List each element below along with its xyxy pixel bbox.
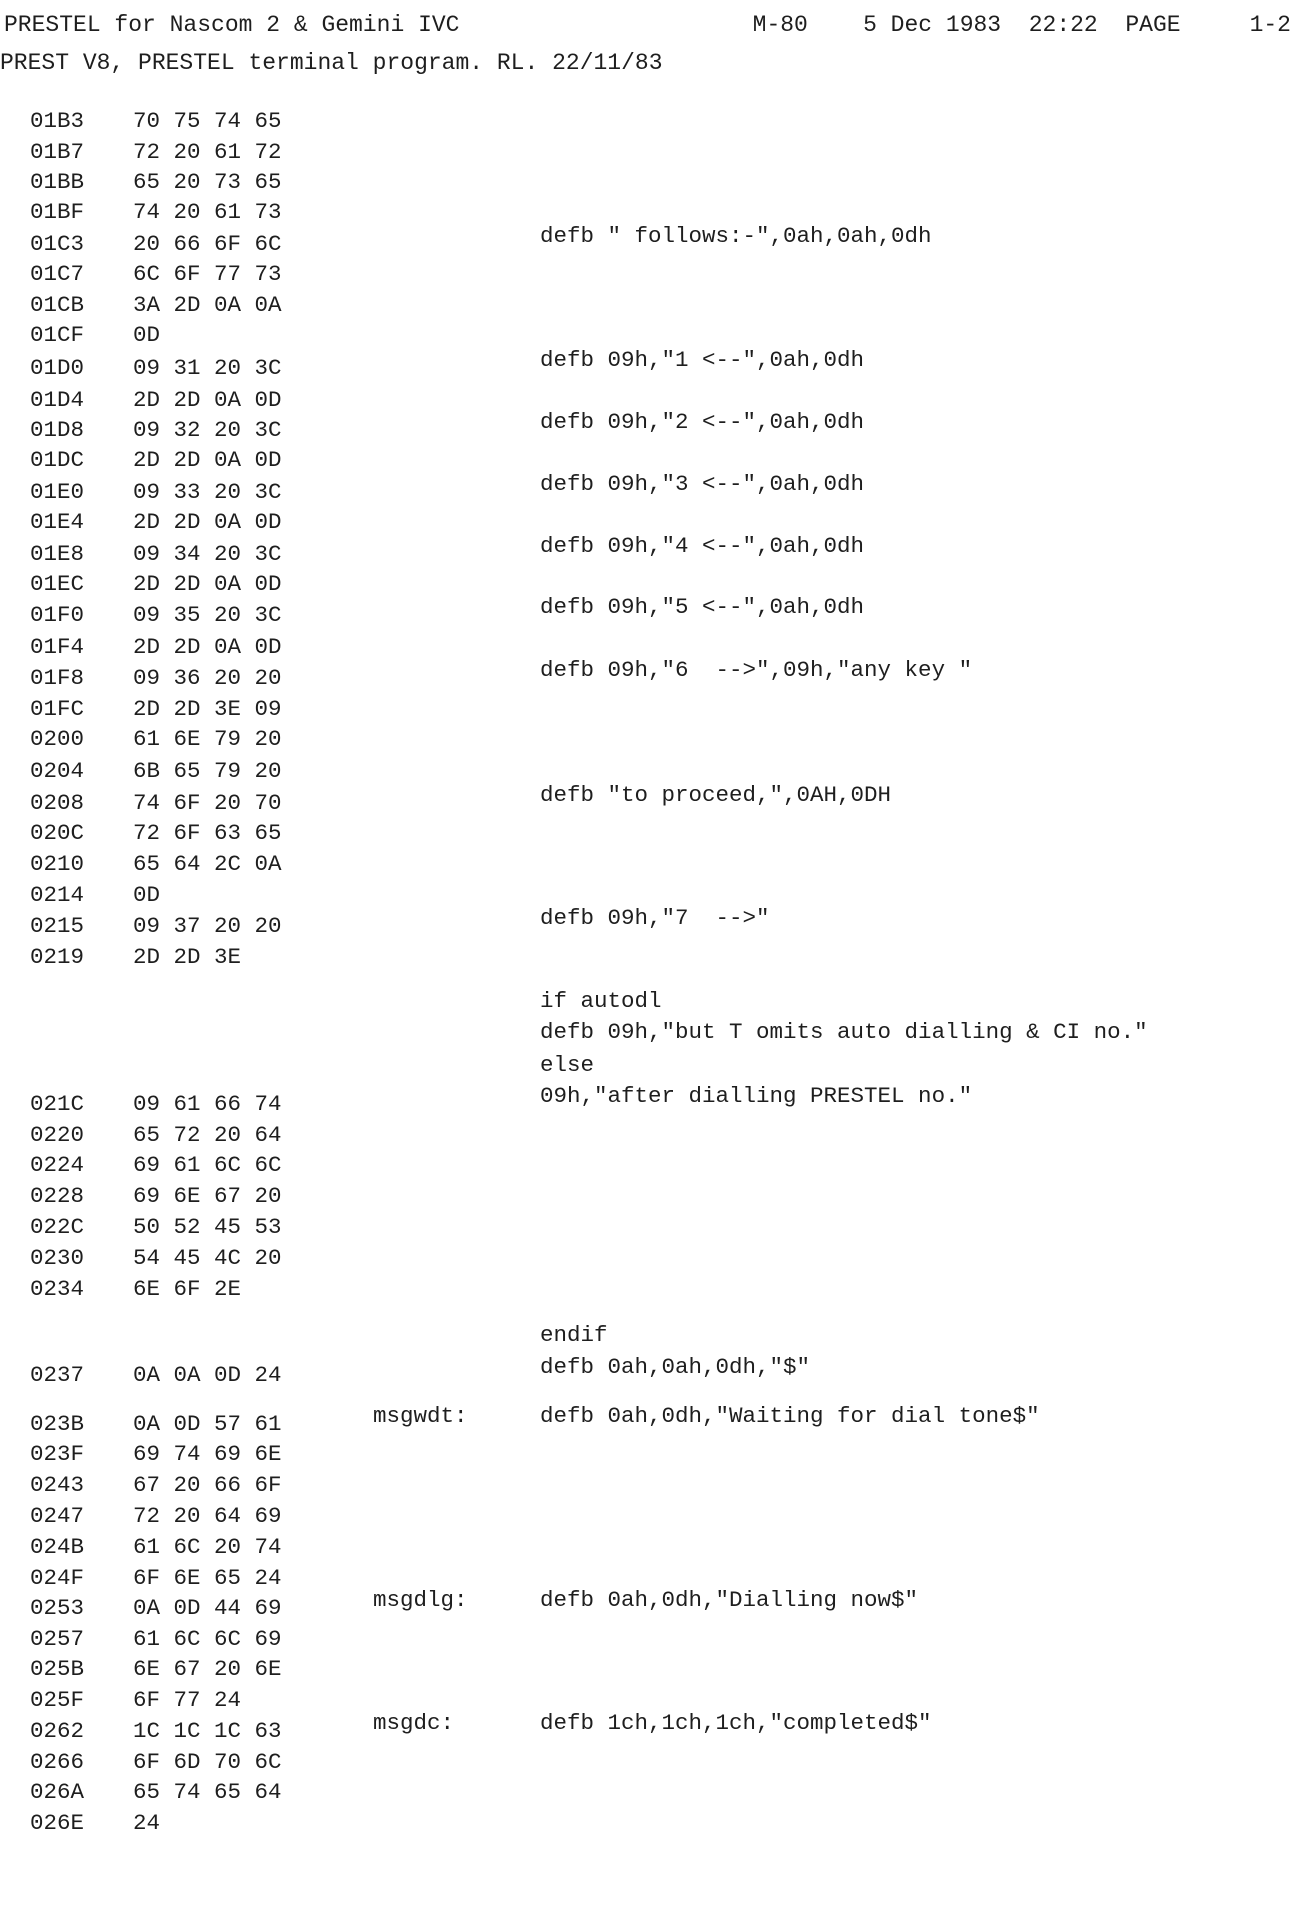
address-cell: 023F xyxy=(30,1441,85,1467)
hex-bytes-cell: 2D 2D 3E 09 xyxy=(133,696,282,722)
hex-bytes-cell: 2D 2D 0A 0D xyxy=(133,387,282,413)
source-statement: defb 0ah,0ah,0dh,"$" xyxy=(540,1354,811,1380)
source-statement: else xyxy=(540,1052,595,1078)
address-cell: 0215 xyxy=(30,913,85,939)
address-cell: 0228 xyxy=(30,1183,85,1209)
address-cell: 01F0 xyxy=(30,602,85,628)
source-statement: if autodl xyxy=(540,988,662,1014)
address-cell: 01B7 xyxy=(30,139,85,165)
address-cell: 025F xyxy=(30,1687,85,1713)
address-cell: 01C7 xyxy=(30,261,85,287)
address-cell: 0224 xyxy=(30,1152,85,1178)
hex-bytes-cell: 09 31 20 3C xyxy=(133,355,282,381)
hex-bytes-cell: 61 6E 79 20 xyxy=(133,726,282,752)
hex-bytes-cell: 2D 2D 0A 0D xyxy=(133,571,282,597)
label-cell: msgdc: xyxy=(373,1710,455,1736)
listing-date: 5 Dec 1983 xyxy=(863,12,1002,38)
hex-bytes-cell: 0D xyxy=(133,322,161,348)
hex-bytes-cell: 67 20 66 6F xyxy=(133,1472,282,1498)
hex-bytes-cell: 65 74 65 64 xyxy=(133,1779,282,1805)
address-cell: 0262 xyxy=(30,1718,85,1744)
address-cell: 01BF xyxy=(30,199,85,225)
hex-bytes-cell: 2D 2D 3E xyxy=(133,944,242,970)
source-statement: defb 0ah,0dh,"Waiting for dial tone$" xyxy=(540,1403,1040,1429)
address-cell: 01C3 xyxy=(30,231,85,257)
address-cell: 023B xyxy=(30,1411,85,1437)
hex-bytes-cell: 72 20 64 69 xyxy=(133,1503,282,1529)
source-statement: defb 09h,"3 <--",0ah,0dh xyxy=(540,471,865,497)
address-cell: 01D8 xyxy=(30,417,85,443)
address-cell: 0247 xyxy=(30,1503,85,1529)
address-cell: 0234 xyxy=(30,1276,85,1302)
address-cell: 0214 xyxy=(30,882,85,908)
page-info xyxy=(753,14,1291,37)
page-number: 1-2 xyxy=(1249,12,1291,38)
address-cell: 0253 xyxy=(30,1595,85,1621)
source-statement: defb 09h,"5 <--",0ah,0dh xyxy=(540,594,865,620)
address-cell: 01D4 xyxy=(30,387,85,413)
address-cell: 01CB xyxy=(30,292,85,318)
hex-bytes-cell: 74 20 61 73 xyxy=(133,199,282,225)
hex-bytes-cell: 69 74 69 6E xyxy=(133,1441,282,1467)
hex-bytes-cell: 6F 6D 70 6C xyxy=(133,1749,282,1775)
address-cell: 0210 xyxy=(30,851,85,877)
hex-bytes-cell: 6C 6F 77 73 xyxy=(133,261,282,287)
hex-bytes-cell: 09 34 20 3C xyxy=(133,541,282,567)
address-cell: 01E4 xyxy=(30,509,85,535)
assembler-name: M-80 xyxy=(752,12,808,38)
address-cell: 0220 xyxy=(30,1122,85,1148)
hex-bytes-cell: 65 20 73 65 xyxy=(133,169,282,195)
source-statement: defb "to proceed,",0AH,0DH xyxy=(540,782,892,808)
address-cell: 01B3 xyxy=(30,108,85,134)
page-title: PRESTEL for Nascom 2 & Gemini IVC xyxy=(4,12,460,38)
hex-bytes-cell: 0A 0D 57 61 xyxy=(133,1411,282,1437)
hex-bytes-cell: 24 xyxy=(133,1810,161,1836)
hex-bytes-cell: 09 35 20 3C xyxy=(133,602,282,628)
address-cell: 01F4 xyxy=(30,634,85,660)
address-cell: 024F xyxy=(30,1565,85,1591)
source-statement: defb " follows:-",0ah,0ah,0dh xyxy=(540,223,932,249)
address-cell: 0230 xyxy=(30,1245,85,1271)
source-statement: defb 09h,"1 <--",0ah,0dh xyxy=(540,347,865,373)
address-cell: 020C xyxy=(30,820,85,846)
address-cell: 026E xyxy=(30,1810,85,1836)
address-cell: 0257 xyxy=(30,1626,85,1652)
source-statement: defb 09h,"4 <--",0ah,0dh xyxy=(540,533,865,559)
hex-bytes-cell: 2D 2D 0A 0D xyxy=(133,447,282,473)
hex-bytes-cell: 0A 0D 44 69 xyxy=(133,1595,282,1621)
address-cell: 0204 xyxy=(30,758,85,784)
label-cell: msgdlg: xyxy=(373,1587,468,1613)
address-cell: 01E8 xyxy=(30,541,85,567)
hex-bytes-cell: 20 66 6F 6C xyxy=(133,231,282,257)
source-statement: defb 09h,"2 <--",0ah,0dh xyxy=(540,409,865,435)
hex-bytes-cell: 2D 2D 0A 0D xyxy=(133,509,282,535)
page-subtitle: PREST V8, PRESTEL terminal program. RL. 22/11/83 xyxy=(0,50,663,76)
address-cell: 01CF xyxy=(30,322,85,348)
hex-bytes-cell: 6B 65 79 20 xyxy=(133,758,282,784)
address-cell: 0266 xyxy=(30,1749,85,1775)
address-cell: 021C xyxy=(30,1091,85,1117)
hex-bytes-cell: 09 33 20 3C xyxy=(133,479,282,505)
source-statement: endif xyxy=(540,1322,608,1348)
address-cell: 01EC xyxy=(30,571,85,597)
page-label: PAGE xyxy=(1125,12,1181,38)
hex-bytes-cell: 69 61 6C 6C xyxy=(133,1152,282,1178)
hex-bytes-cell: 09 32 20 3C xyxy=(133,417,282,443)
address-cell: 022C xyxy=(30,1214,85,1240)
hex-bytes-cell: 0D xyxy=(133,882,161,908)
source-statement: defb 09h,"but T omits auto dialling & CI no." xyxy=(540,1019,1148,1045)
source-statement: 09h,"after dialling PRESTEL no." xyxy=(540,1083,973,1109)
hex-bytes-cell: 09 37 20 20 xyxy=(133,913,282,939)
hex-bytes-cell: 54 45 4C 20 xyxy=(133,1245,282,1271)
hex-bytes-cell: 61 6C 6C 69 xyxy=(133,1626,282,1652)
hex-bytes-cell: 70 75 74 65 xyxy=(133,108,282,134)
address-cell: 0219 xyxy=(30,944,85,970)
address-cell: 0208 xyxy=(30,790,85,816)
hex-bytes-cell: 74 6F 20 70 xyxy=(133,790,282,816)
source-statement: defb 09h,"7 -->" xyxy=(540,905,770,931)
hex-bytes-cell: 65 64 2C 0A xyxy=(133,851,282,877)
hex-bytes-cell: 6E 6F 2E xyxy=(133,1276,242,1302)
hex-bytes-cell: 6F 6E 65 24 xyxy=(133,1565,282,1591)
address-cell: 0200 xyxy=(30,726,85,752)
address-cell: 026A xyxy=(30,1779,85,1805)
hex-bytes-cell: 72 6F 63 65 xyxy=(133,820,282,846)
address-cell: 024B xyxy=(30,1534,85,1560)
address-cell: 01BB xyxy=(30,169,85,195)
hex-bytes-cell: 2D 2D 0A 0D xyxy=(133,634,282,660)
hex-bytes-cell: 3A 2D 0A 0A xyxy=(133,292,282,318)
address-cell: 01FC xyxy=(30,696,85,722)
address-cell: 0237 xyxy=(30,1362,85,1388)
hex-bytes-cell: 69 6E 67 20 xyxy=(133,1183,282,1209)
address-cell: 01DC xyxy=(30,447,85,473)
hex-bytes-cell: 61 6C 20 74 xyxy=(133,1534,282,1560)
hex-bytes-cell: 09 61 66 74 xyxy=(133,1091,282,1117)
address-cell: 01D0 xyxy=(30,355,85,381)
hex-bytes-cell: 50 52 45 53 xyxy=(133,1214,282,1240)
hex-bytes-cell: 6E 67 20 6E xyxy=(133,1656,282,1682)
hex-bytes-cell: 6F 77 24 xyxy=(133,1687,242,1713)
address-cell: 01F8 xyxy=(30,665,85,691)
source-statement: defb 0ah,0dh,"Dialling now$" xyxy=(540,1587,919,1613)
hex-bytes-cell: 1C 1C 1C 63 xyxy=(133,1718,282,1744)
label-cell: msgwdt: xyxy=(373,1403,468,1429)
listing-time: 22:22 xyxy=(1028,12,1098,38)
source-statement: defb 1ch,1ch,1ch,"completed$" xyxy=(540,1710,932,1736)
source-statement: defb 09h,"6 -->",09h,"any key " xyxy=(540,657,973,683)
hex-bytes-cell: 72 20 61 72 xyxy=(133,139,282,165)
hex-bytes-cell: 65 72 20 64 xyxy=(133,1122,282,1148)
address-cell: 0243 xyxy=(30,1472,85,1498)
hex-bytes-cell: 0A 0A 0D 24 xyxy=(133,1362,282,1388)
address-cell: 01E0 xyxy=(30,479,85,505)
hex-bytes-cell: 09 36 20 20 xyxy=(133,665,282,691)
address-cell: 025B xyxy=(30,1656,85,1682)
